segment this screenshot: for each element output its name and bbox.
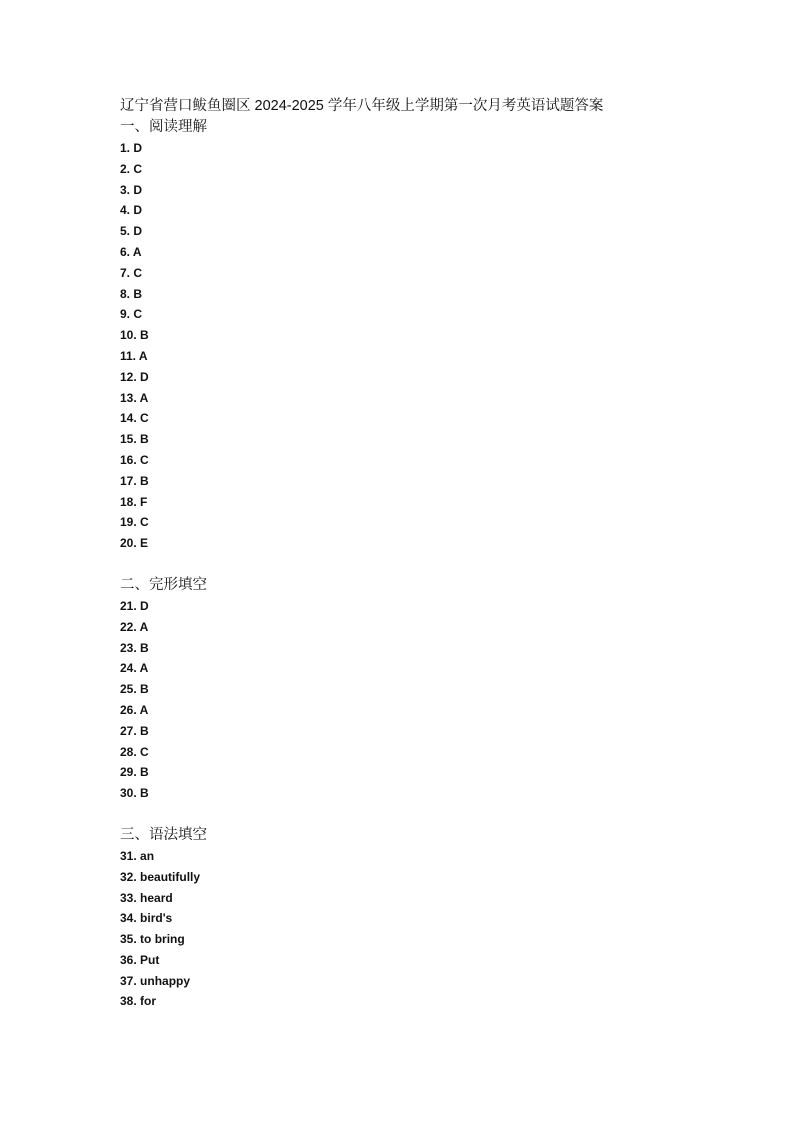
question-number: 28.	[120, 744, 137, 759]
section-reading	[120, 117, 720, 554]
answer-value: D	[133, 224, 143, 239]
answer-value: B	[140, 723, 149, 738]
question-number: 20.	[120, 536, 137, 551]
question-number: 9.	[120, 307, 131, 322]
answer-value: C	[140, 452, 149, 467]
question-number: 35.	[120, 932, 137, 947]
question-number: 13.	[120, 390, 137, 405]
answer-item	[120, 742, 720, 763]
question-number: 18.	[120, 494, 137, 509]
question-number: 21.	[120, 598, 137, 613]
question-number: 30.	[120, 786, 137, 801]
question-number: 7.	[120, 265, 131, 280]
answer-value: B	[140, 432, 149, 447]
answer-item	[120, 846, 720, 867]
question-number: 10.	[120, 328, 137, 343]
answer-value: C	[133, 161, 143, 176]
answer-item	[120, 429, 720, 450]
answer-value: C	[140, 411, 149, 426]
answer-value: B	[140, 682, 149, 697]
answer-value: to bring	[140, 932, 185, 947]
answer-value: A	[139, 619, 149, 634]
answer-item	[120, 200, 720, 221]
question-number: 23.	[120, 640, 137, 655]
answer-item	[120, 991, 720, 1012]
answer-value: B	[140, 786, 149, 801]
answer-value: B	[140, 765, 149, 780]
question-number: 26.	[120, 702, 137, 717]
answer-item	[120, 180, 720, 201]
question-number: 1.	[120, 141, 131, 155]
section-heading: 一、阅读理解	[120, 119, 207, 135]
section-cloze	[120, 575, 720, 804]
question-number: 33.	[120, 890, 137, 905]
answer-value: D	[140, 369, 149, 384]
answer-item	[120, 450, 720, 471]
answer-value: A	[139, 661, 149, 676]
answer-value: B	[140, 640, 149, 655]
question-number: 4.	[120, 203, 131, 218]
answer-item	[120, 159, 720, 180]
answer-value: E	[140, 536, 149, 551]
answer-value: heard	[140, 890, 173, 905]
answer-value: F	[140, 494, 148, 509]
answer-value: for	[140, 994, 157, 1009]
question-number: 25.	[120, 682, 137, 697]
answer-item	[120, 471, 720, 492]
answer-item	[120, 721, 720, 742]
question-number: 29.	[120, 765, 137, 780]
document-content	[120, 96, 720, 1012]
answer-value: unhappy	[140, 973, 191, 988]
question-number: 34.	[120, 911, 137, 926]
question-number: 2.	[120, 161, 131, 176]
answer-value: B	[140, 328, 149, 343]
answer-item	[120, 325, 720, 346]
question-number: 3.	[120, 182, 131, 197]
question-number: 37.	[120, 973, 137, 988]
answer-value: beautifully	[140, 869, 201, 884]
answer-item	[120, 762, 720, 783]
answer-item	[120, 929, 720, 950]
answer-item	[120, 284, 720, 305]
answer-item	[120, 492, 720, 513]
answer-value: A	[139, 702, 149, 717]
answer-value: bird's	[140, 911, 173, 926]
answer-value: C	[140, 744, 149, 759]
question-number: 38.	[120, 994, 137, 1009]
answer-value: D	[133, 182, 143, 197]
document-title: 辽宁省营口鲅鱼圈区 2024-2025 学年八年级上学期第一次月考英语试题答案	[120, 98, 604, 114]
answer-item	[120, 242, 720, 263]
answer-item	[120, 388, 720, 409]
answer-item	[120, 658, 720, 679]
answer-value: A	[139, 390, 149, 405]
answer-value: an	[140, 848, 155, 863]
answer-value: B	[140, 473, 149, 488]
answer-item	[120, 867, 720, 888]
section-grammar	[120, 825, 720, 1012]
question-number: 11.	[120, 348, 137, 363]
question-number: 19.	[120, 515, 137, 530]
answer-item	[120, 263, 720, 284]
answer-item	[120, 596, 720, 617]
answer-item	[120, 304, 720, 325]
answer-item	[120, 367, 720, 388]
answer-value: Put	[140, 952, 160, 967]
answer-value: C	[140, 515, 149, 530]
question-number: 17.	[120, 473, 137, 488]
answer-list	[120, 596, 720, 804]
answer-value: D	[133, 203, 143, 218]
answer-value: D	[140, 598, 149, 613]
answer-item	[120, 783, 720, 804]
answer-value: A	[138, 348, 148, 363]
answer-value: C	[133, 265, 143, 280]
answer-list	[120, 846, 720, 1012]
question-number: 27.	[120, 723, 137, 738]
answer-item	[120, 971, 720, 992]
question-number: 16.	[120, 452, 137, 467]
question-number: 6.	[120, 244, 131, 259]
answer-item	[120, 346, 720, 367]
question-number: 5.	[120, 224, 131, 239]
answer-item	[120, 221, 720, 242]
answer-value: D	[133, 141, 143, 155]
section-heading: 三、语法填空	[120, 826, 207, 843]
answer-value: C	[133, 307, 143, 322]
question-number: 24.	[120, 661, 137, 676]
answer-item	[120, 533, 720, 554]
answer-item	[120, 512, 720, 533]
question-number: 8.	[120, 286, 131, 301]
answer-item	[120, 679, 720, 700]
answer-item	[120, 700, 720, 721]
question-number: 36.	[120, 952, 137, 967]
answer-item	[120, 408, 720, 429]
question-number: 15.	[120, 432, 137, 447]
answer-value: A	[132, 244, 142, 259]
question-number: 14.	[120, 411, 137, 426]
answer-item	[120, 888, 720, 909]
question-number: 31.	[120, 848, 137, 863]
question-number: 32.	[120, 869, 137, 884]
answer-list	[120, 138, 720, 554]
answer-item	[120, 638, 720, 659]
answer-item	[120, 908, 720, 929]
question-number: 12.	[120, 369, 137, 384]
answer-item	[120, 138, 720, 159]
answer-item	[120, 950, 720, 971]
answer-item	[120, 617, 720, 638]
question-number: 22.	[120, 619, 137, 634]
section-heading: 二、完形填空	[120, 576, 207, 593]
answer-value: B	[133, 286, 143, 301]
